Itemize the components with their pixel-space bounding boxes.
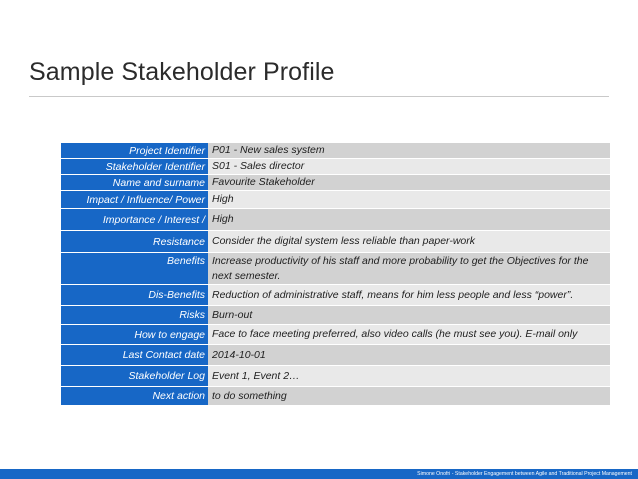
title-divider: [29, 96, 609, 97]
row-label: Resistance: [61, 231, 208, 253]
row-label: Next action: [61, 387, 208, 406]
row-value: Burn-out: [208, 306, 610, 325]
stakeholder-profile-table: [61, 143, 610, 406]
row-label: Name and surname: [61, 175, 208, 191]
row-label: Benefits: [61, 253, 208, 285]
row-label: Project Identifier: [61, 143, 208, 159]
row-label: Risks: [61, 306, 208, 325]
table-row: [61, 209, 610, 231]
row-value: Increase productivity of his staff and more probability to get the Objectives for the next semester.: [208, 253, 610, 285]
row-label: Dis-Benefits: [61, 285, 208, 306]
row-value: Event 1, Event 2…: [208, 366, 610, 387]
row-label: Importance / Interest /: [61, 209, 208, 231]
table-row: [61, 159, 610, 175]
table-row: [61, 175, 610, 191]
row-value: Face to face meeting preferred, also video calls (he must see you). E-mail only: [208, 325, 610, 345]
row-value: Reduction of administrative staff, means for him less people and less “power”.: [208, 285, 610, 306]
table-row: [61, 143, 610, 159]
row-value: Consider the digital system less reliable than paper-work: [208, 231, 610, 253]
row-value: S01 - Sales director: [208, 159, 610, 175]
row-value: 2014-10-01: [208, 345, 610, 366]
table-row: [61, 366, 610, 387]
row-value: to do something: [208, 387, 610, 406]
table-row: [61, 285, 610, 306]
row-label: Impact / Influence/ Power: [61, 191, 208, 209]
footer-text: Simone Onofri - Stakeholder Engagement between Agile and Traditional Project Management: [417, 471, 632, 477]
row-label: Stakeholder Identifier: [61, 159, 208, 175]
table-row: [61, 325, 610, 345]
table-row: [61, 387, 610, 406]
table-row: [61, 231, 610, 253]
row-label: How to engage: [61, 325, 208, 345]
table-row: [61, 306, 610, 325]
row-value: High: [208, 191, 610, 209]
table-row: [61, 253, 610, 285]
row-value: Favourite Stakeholder: [208, 175, 610, 191]
row-label: Stakeholder Log: [61, 366, 208, 387]
row-value: High: [208, 209, 610, 231]
row-label: Last Contact date: [61, 345, 208, 366]
slide-title: Sample Stakeholder Profile: [29, 58, 335, 86]
table-row: [61, 345, 610, 366]
table-row: [61, 191, 610, 209]
row-value: P01 - New sales system: [208, 143, 610, 159]
